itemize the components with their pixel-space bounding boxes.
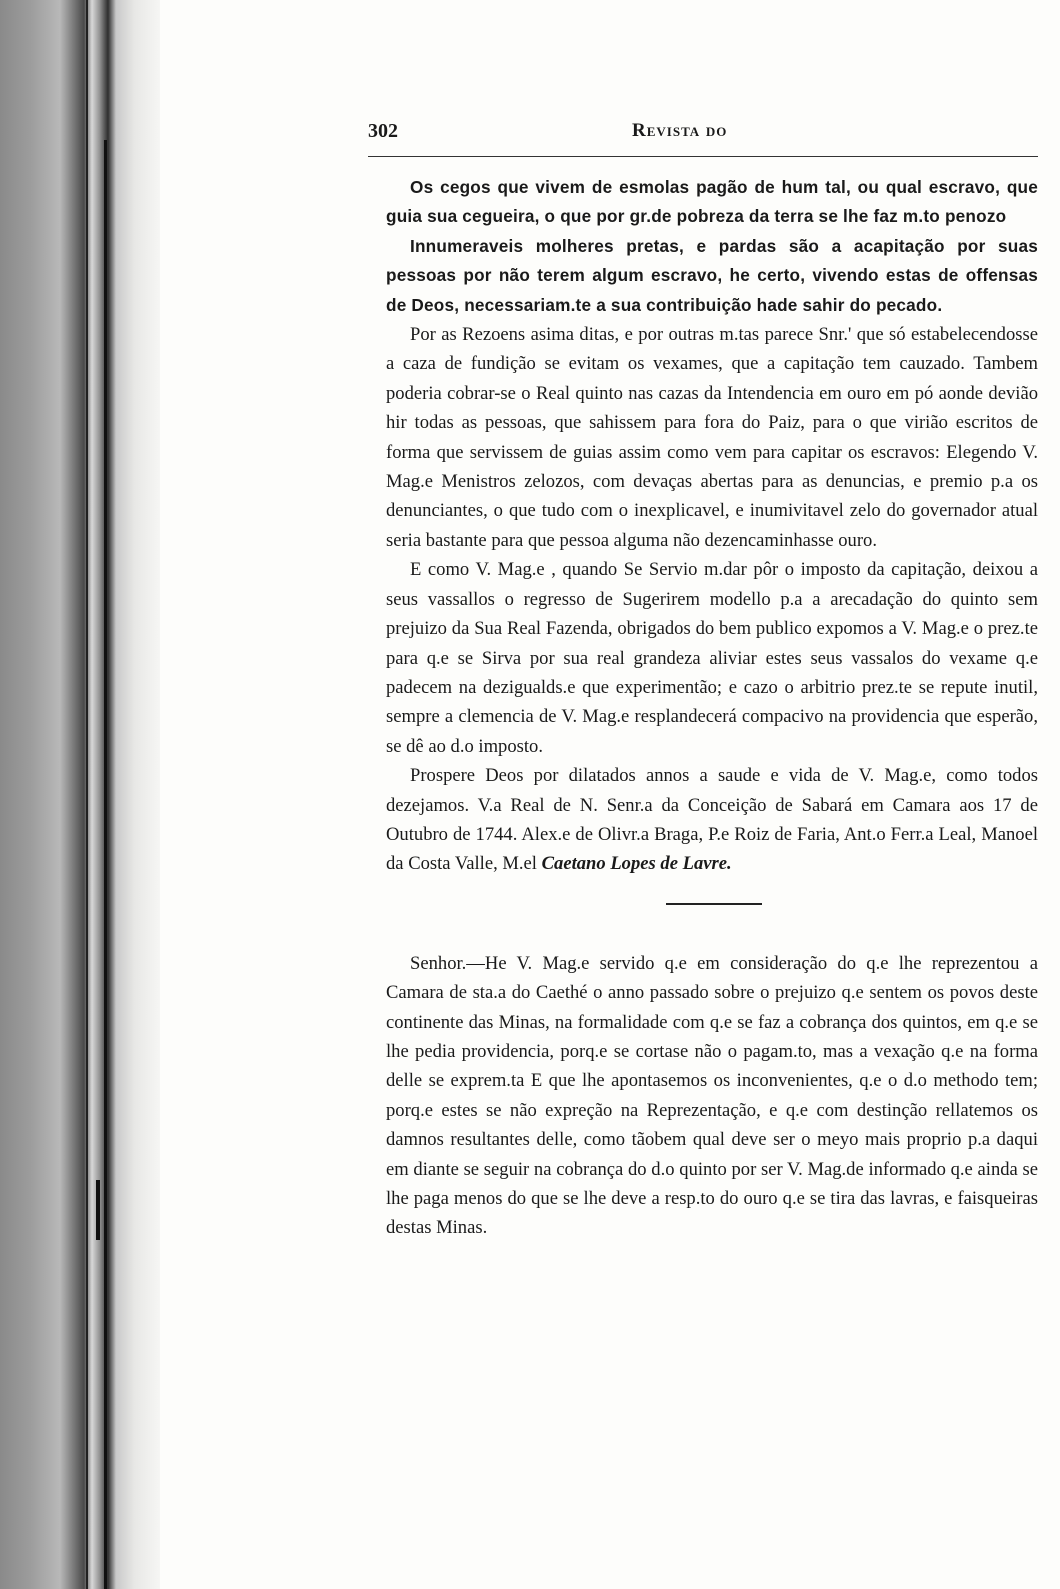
paragraph-senhor: Senhor.—He V. Mag.e servido q.e em consideração do q.e lhe reprezentou a Camara de sta.a do Caethé o anno passado sobre o prejuizo q.e sentem os povos deste continente das Minas, na formalidade com q.e se faz a cobrança dos quintos, em q.e se lhe pedia providencia, porq.e se cortase não o pagam.to, mas a vexação q.e na forma delle se exprem.ta E que lhe apontasemos os inconvenientes, q.e o d.o methodo tem; porq.e estes se não expreção na Reprezentação, e q.e com destinção rellatemos os damnos resultantes delle, como tãobem qual deve ser o meyo mais proprio p.a daqui em diante se seguir na cobrança do d.o quinto por ser V. Mag.de informado q.e ainda se lhe paga menos do que se lhe deve a resp.to do ouro q.e se tira das lavras, e faisqueiras destas Minas. bbox=[386, 952, 1038, 1239]
paragraph-reasons: Por as Rezoens asima ditas, e por outras m.tas parece Snr.' que só estabelecendosse a caza de fundição se evitam os vexames, que a capitação tem cauzado. Tambem poderia cobrar-se o Real quinto nas cazas da Intendencia em ouro em pó aonde devião hir todas as pessoas, que sahissem para fora do Paiz, para o que virião escritos de forma que servissem de guias assim como vem para capitar os escravos: Elegendo V. Mag.e Menistros zelozos, com devaças abertas para as denuncias, e premio p.a os denunciantes, o que tudo com o inexplicavel, e inumivitavel zelo do governador atual seria bastante para que pessoa alguma não dezencaminhasse ouro. bbox=[386, 324, 1038, 551]
document-page bbox=[368, 118, 1038, 1558]
paragraph-closing bbox=[386, 761, 1038, 879]
binding-shadow bbox=[104, 140, 107, 1589]
bold-section bbox=[368, 173, 1038, 320]
closing-text: Prospere Deos por dilatados annos a saude e vida de V. Mag.e, como todos dezejamos. V.a Real de N. Senr.a da Conceição de Sabará em Camara aos 17 de Outubro de 1744. Alex.e de Olivr.a Braga, P.e Roiz de Faria, Ant.o Ferr.a Leal, Manoel da Costa Valle, M.el bbox=[386, 765, 1038, 875]
running-head bbox=[368, 118, 1038, 157]
paragraph-women: Innumeraveis molheres pretas, e pardas são a acapitação por suas pessoas por não terem algum escravo, he certo, vivendo estas de offensas de Deos, necessariam.te a sua contribuição hade sahir do pecado. bbox=[386, 235, 1038, 315]
binding-shadow bbox=[86, 0, 88, 1589]
paragraph-blind-beggars: Os cegos que vivem de esmolas pagão de hum tal, ou qual escravo, que guia sua cegueira, o que por gr.de pobreza da terra se lhe faz m.to penozo bbox=[386, 177, 1038, 227]
signature-name: Caetano Lopes de Lavre. bbox=[541, 853, 732, 875]
book-binding-edge bbox=[0, 0, 160, 1589]
binding-shadow bbox=[96, 1180, 100, 1240]
page-number: 302 bbox=[368, 120, 398, 142]
paragraph-capitation: E como V. Mag.e , quando Se Servio m.dar pôr o imposto da capitação, deixou a seus vassallos o regresso de Sugerirem modello p.a a arecadação do quinto sem prejuizo da Sua Real Fazenda, obrigados do bem publico expomos a V. Mag.e o prez.te para q.e se Sirva por sua real grandeza aliviar estes seus vassalos do vexame q.e padecem na dezigualds.e que experimentão; e cazo o arbitrio prez.te se repute inutil, sempre a clemencia de V. Mag.e resplandecerá compacivo na providencia que esperão, se dê ao d.o imposto. bbox=[386, 559, 1038, 757]
section-divider bbox=[666, 903, 762, 905]
document-body bbox=[368, 173, 1038, 1243]
journal-title: Revista do bbox=[632, 120, 728, 141]
